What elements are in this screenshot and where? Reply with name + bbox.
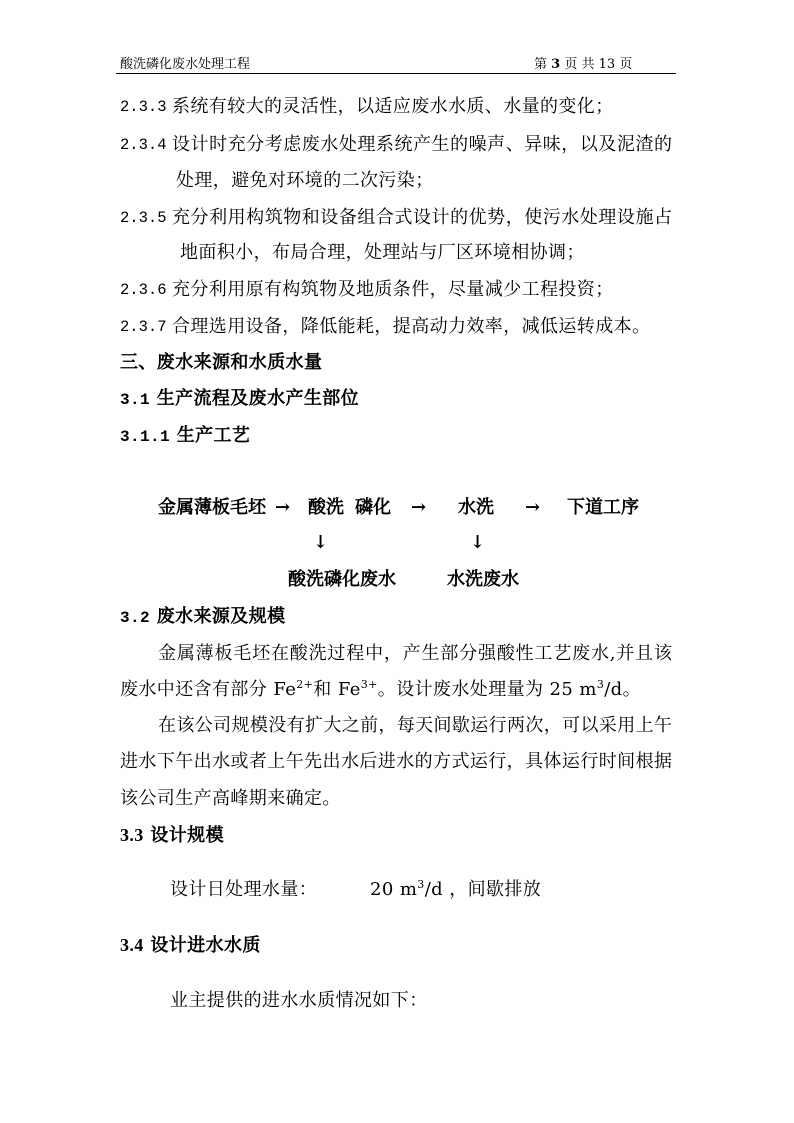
- capacity-number: 20 m: [370, 879, 418, 900]
- flow-arrow-icon: →: [525, 497, 541, 518]
- page-indicator: [534, 57, 632, 73]
- flow-down-arrow-icon: ↓: [313, 532, 329, 553]
- header-title: 酸洗磷化废水处理工程: [120, 57, 251, 72]
- capacity-suffix: /d ，间歇排放: [424, 879, 542, 900]
- section-title: 设计进水水质: [150, 935, 261, 956]
- principle-number: 2.3.4: [120, 136, 167, 154]
- flow-down-arrow-icon: ↓: [470, 532, 486, 553]
- section-3-3-heading: [120, 823, 224, 848]
- flow-arrow-icon: →: [411, 497, 427, 518]
- page-total: 13: [598, 57, 616, 72]
- section-3-4-heading: [120, 933, 261, 958]
- principle-text-continued: 处理，避免对环境的二次污染；: [176, 170, 434, 191]
- section-number: 3.2: [120, 609, 151, 627]
- principle-text-continued: 地面积小，布局合理，处理站与厂区环境相协调；: [180, 242, 585, 263]
- principle-text: 系统有较大的灵活性，以适应废水水质、水量的变化；: [172, 96, 614, 117]
- principle-number: 2.3.3: [120, 98, 167, 116]
- source-para1-line2: [120, 678, 641, 702]
- cubic-superscript: 3: [417, 878, 425, 891]
- section-title: 生产工艺: [176, 425, 251, 446]
- section-3-1-heading: [120, 387, 359, 412]
- capacity-value: [370, 878, 541, 902]
- header-rule: [116, 73, 676, 74]
- principle-number: 2.3.6: [120, 281, 167, 299]
- principle-text: 充分利用构筑物和设备组合式设计的优势，使污水处理设施占: [172, 207, 672, 228]
- page-suffix: 页: [619, 57, 633, 72]
- flow-step-phosphating: 磷化: [355, 497, 391, 518]
- text-fragment: 废水中还含有部分 Fe: [120, 679, 297, 700]
- source-para2-line2: 进水下午出水或者上午先出水后进水的方式运行，具体运行时间根据: [120, 751, 672, 772]
- fe2-charge-superscript: 2+: [296, 678, 314, 691]
- section-title: 废水来源及规模: [156, 606, 286, 627]
- section-3-2-heading: [120, 605, 286, 630]
- chapter-heading: 三、废水来源和水质水量: [120, 352, 323, 373]
- section-title: 设计规模: [150, 825, 224, 846]
- principle-text: 合理选用设备，降低能耗，提高动力效率，减低运转成本。: [172, 316, 651, 337]
- flow-arrow-icon: →: [275, 497, 291, 518]
- flow-output-rinse-wastewater: 水洗废水: [447, 569, 519, 590]
- source-para1-line1: 金属薄板毛坯在酸洗过程中，产生部分强酸性工艺废水,并且该: [158, 643, 672, 664]
- text-fragment: 。设计废水处理量为 25 m: [377, 679, 597, 700]
- section-number: 3.4: [120, 935, 144, 955]
- capacity-label: 设计日处理水量：: [170, 879, 318, 900]
- flow-step-blank: 金属薄板毛坯: [158, 497, 266, 518]
- principle-text: 设计时充分考虑废水处理系统产生的噪声、异味，以及泥渣的: [172, 134, 672, 155]
- section-number: 3.1.1: [120, 428, 171, 446]
- flow-step-pickling: 酸洗: [308, 497, 344, 518]
- fe3-charge-superscript: 3+: [360, 678, 378, 691]
- section-number: 3.1: [120, 391, 151, 409]
- flow-output-pickling-wastewater: 酸洗磷化废水: [288, 569, 396, 590]
- section-number: 3.3: [120, 825, 144, 845]
- principle-number: 2.3.7: [120, 318, 167, 336]
- flow-step-next-process: 下道工序: [567, 497, 639, 518]
- section-3-1-1-heading: [120, 424, 250, 449]
- source-para2-line1: 在该公司规模没有扩大之前，每天间歇运行两次，可以采用上午: [158, 715, 672, 736]
- section-title: 生产流程及废水产生部位: [156, 388, 360, 409]
- page-prefix: 第: [534, 57, 548, 72]
- principle-text: 充分利用原有构筑物及地质条件，尽量减少工程投资；: [172, 279, 614, 300]
- page-current: 3: [551, 57, 561, 72]
- principle-number: 2.3.5: [120, 209, 167, 227]
- source-para2-line3: 该公司生产高峰期来确定。: [120, 788, 341, 809]
- text-fragment: 和 Fe: [313, 679, 361, 700]
- page-middle: 页 共: [564, 57, 595, 72]
- text-fragment: /d。: [604, 679, 642, 700]
- influent-quality-intro: 业主提供的进水水质情况如下：: [170, 990, 428, 1011]
- flow-step-rinsing: 水洗: [458, 497, 494, 518]
- cubic-superscript: 3: [596, 678, 605, 691]
